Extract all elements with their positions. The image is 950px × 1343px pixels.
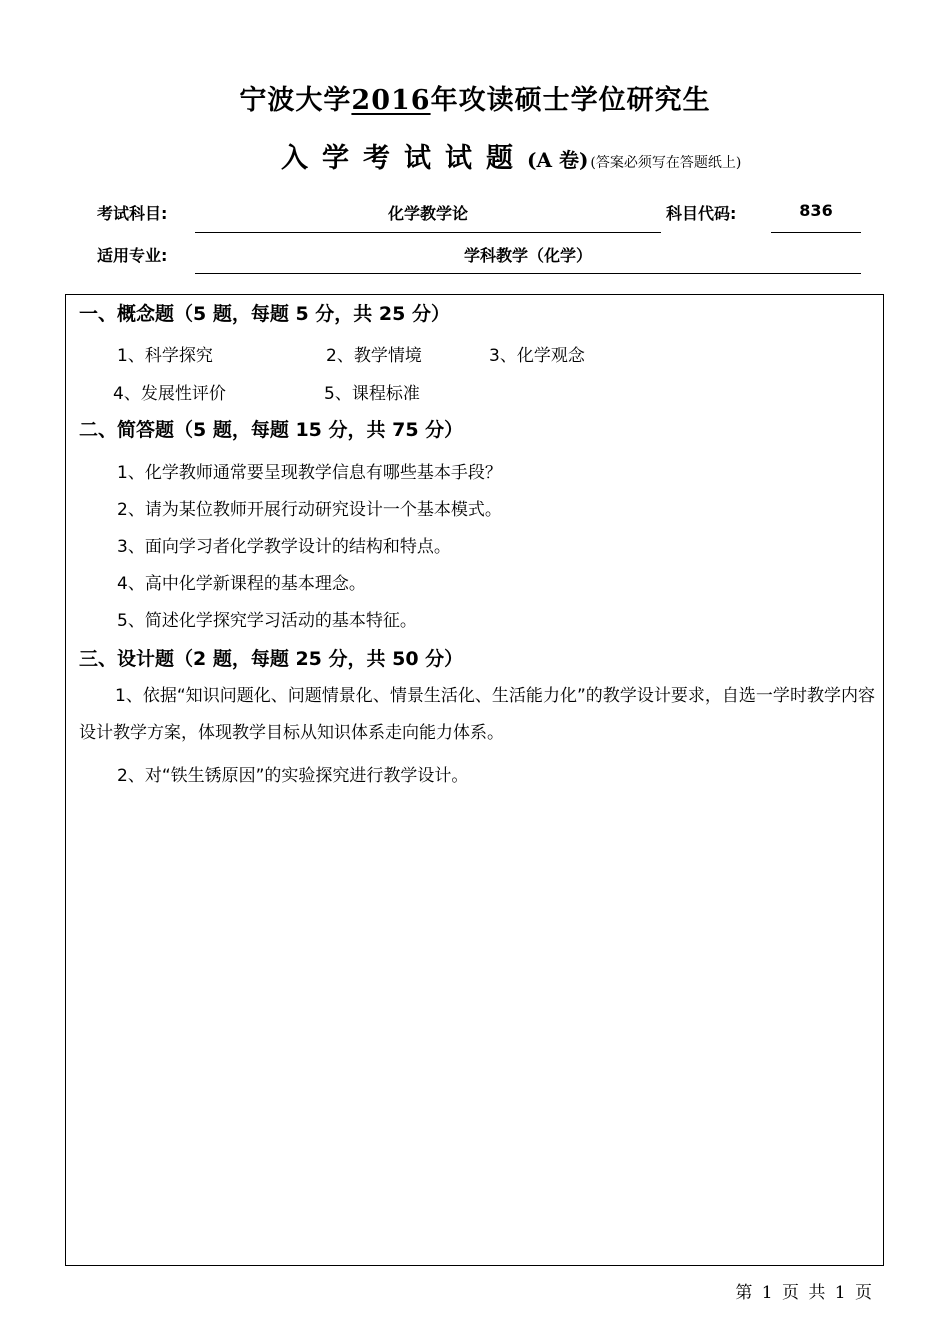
question-item: 5、课程标准 [324, 384, 420, 404]
subject-value: 化学教学论 [387, 204, 468, 223]
code-label: 科目代码: [666, 204, 737, 223]
question-item: 4、高中化学新课程的基本理念。 [117, 574, 366, 594]
exam-subtitle [150, 136, 950, 175]
question-item: 3、面向学习者化学教学设计的结构和特点。 [117, 537, 451, 557]
section-heading: 一、概念题（5 题，每题 5 分，共 25 分） [79, 303, 450, 325]
major-value: 学科教学（化学） [463, 246, 592, 265]
major-label: 适用专业: [97, 246, 168, 265]
question-item: 2、教学情境 [326, 346, 422, 366]
code-underline [771, 232, 861, 233]
question-item: 1、科学探究 [117, 346, 213, 366]
exam-title [0, 78, 950, 117]
university-name: 宁波大学 [239, 85, 352, 116]
exam-title-rest: 年攻读硕士学位研究生 [430, 85, 711, 116]
question-box [65, 294, 884, 1266]
question-item: 1、依据“知识问题化、问题情景化、情景生活化、生活能力化”的教学设计要求，自选一学时教学内容设计教学方案，体现教学目标从知识体系走向能力体系。 [79, 686, 875, 743]
question-item: 4、发展性评价 [113, 384, 226, 404]
subject-underline [195, 232, 661, 233]
subtitle-text: 入学考试试题 [281, 143, 527, 174]
question-item: 2、请为某位教师开展行动研究设计一个基本模式。 [117, 500, 502, 520]
paper-version: (A 卷) [527, 148, 589, 172]
section-heading: 三、设计题（2 题，每题 25 分，共 50 分） [79, 648, 464, 670]
question-item: 5、简述化学探究学习活动的基本特征。 [117, 611, 417, 631]
code-value: 836 [799, 201, 833, 220]
answer-note: (答案必须写在答题纸上) [590, 155, 742, 171]
subject-label: 考试科目: [97, 204, 168, 223]
major-underline [195, 273, 861, 274]
exam-year: 2016 [351, 85, 431, 116]
question-item: 1、化学教师通常要呈现教学信息有哪些基本手段？ [117, 463, 502, 483]
question-item: 3、化学观念 [489, 346, 585, 366]
section-heading: 二、简答题（5 题，每题 15 分，共 75 分） [79, 419, 464, 441]
question-item: 2、对“铁生锈原因”的实验探究进行教学设计。 [117, 766, 469, 786]
page-footer: 第 1 页 共 1 页 [735, 1283, 872, 1303]
